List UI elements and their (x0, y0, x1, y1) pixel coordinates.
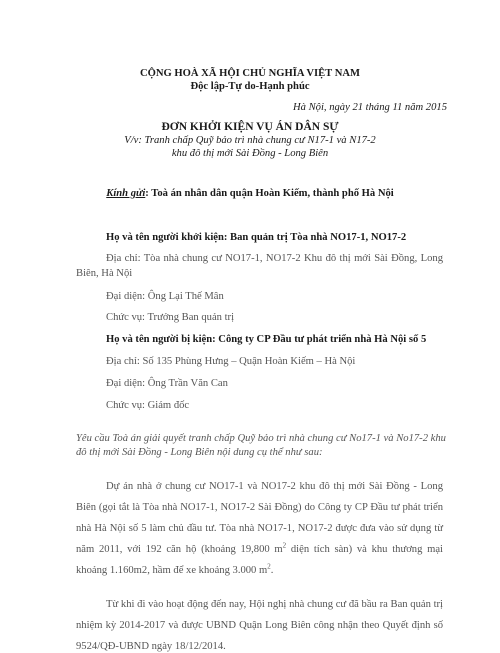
paragraph-2-line-3: 9524/QĐ-UBND ngày 18/12/2014. (76, 641, 226, 652)
document-title: ĐƠN KHỞI KIỆN VỤ ÁN DÂN SỰ (161, 121, 339, 133)
national-title: CỘNG HOÀ XÃ HỘI CHỦ NGHĨA VIỆT NAM (139, 68, 361, 79)
recipient-label: Kính gửi (106, 188, 146, 199)
superscript-square: 2 (282, 541, 287, 550)
defendant-representative: Đại diện: Ông Trần Văn Can (106, 378, 228, 389)
date-line: Hà Nội, ngày 21 tháng 11 năm 2015 (293, 102, 447, 113)
paragraph-1-line-5-end: . (270, 565, 274, 576)
plaintiff-representative: Đại diện: Ông Lại Thế Mân (106, 291, 224, 302)
paragraph-1-line-4-start: năm 2011, với 192 căn hộ (khoảng 19,800 m (76, 544, 283, 555)
defendant-name: Họ và tên người bị kiện: Công ty CP Đầu tư phát triển nhà Hà Nội số 5 (106, 334, 427, 345)
plaintiff-name: Họ và tên người khởi kiện: Ban quản trị Tòa nhà NO17-1, NO17-2 (106, 232, 407, 243)
paragraph-1-line-5 (76, 564, 273, 577)
recipient-text: : Toà án nhân dân quận Hoàn Kiếm, thành phố Hà Nội (145, 188, 394, 199)
plaintiff-position: Chức vụ: Trưởng Ban quản trị (106, 312, 235, 323)
paragraph-1-line-2: Biên (gọi tắt là Tòa nhà NO17-1, NO17-2 Sài Đồng) do Công ty CP Đầu tư phát triển (76, 502, 443, 513)
defendant-address: Địa chỉ: Số 135 Phùng Hưng – Quận Hoàn Kiếm – Hà Nội (106, 356, 356, 367)
subject-line-1: V/v: Tranh chấp Quỹ bảo trì nhà chung cư N17-1 và N17-2 (124, 135, 376, 146)
paragraph-2-line-2: nhiệm kỳ 2014-2017 và được UBND Quận Long Biên công nhận theo Quyết định số (76, 620, 443, 631)
plaintiff-address-line-2: Biên, Hà Nội (76, 268, 133, 279)
paragraph-1-line-1: Dự án nhà ở chung cư NO17-1 và NO17-2 khu đô thị mới Sài Đồng - Long (106, 481, 443, 492)
defendant-position: Chức vụ: Giám đốc (106, 400, 190, 411)
subject-line-2: khu đô thị mới Sài Đồng - Long Biên (171, 148, 329, 159)
paragraph-1-line-5-start: khoảng 1.160m2, hầm để xe khoảng 3.000 m (76, 565, 268, 576)
paragraph-1-line-4 (76, 543, 443, 556)
request-line-2: đô thị mới Sài Đồng - Long Biên nội dung cụ thể như sau: (76, 447, 323, 458)
paragraph-2-line-1: Từ khi đi vào hoạt động đến nay, Hội nghị nhà chung cư đã bầu ra Ban quản trị (106, 599, 443, 610)
national-motto: Độc lập-Tự do-Hạnh phúc (190, 81, 310, 92)
superscript-square: 2 (267, 562, 271, 571)
paragraph-1-line-3: nhà Hà Nội số 5 làm chủ đầu tư. Tòa nhà NO17-1, NO17-2 được đưa vào sử dụng từ (76, 523, 443, 534)
paragraph-1-line-4-end: diện tích sàn) và khu thương mại (286, 544, 444, 555)
plaintiff-address-line-1: Địa chỉ: Tòa nhà chung cư NO17-1, NO17-2 Khu đô thị mới Sài Đồng, Long (106, 253, 443, 264)
request-line-1: Yêu cầu Toà án giải quyết tranh chấp Quỹ bảo trì nhà chung cư No17-1 và No17-2 khu (76, 433, 446, 444)
recipient-line (0, 187, 500, 200)
